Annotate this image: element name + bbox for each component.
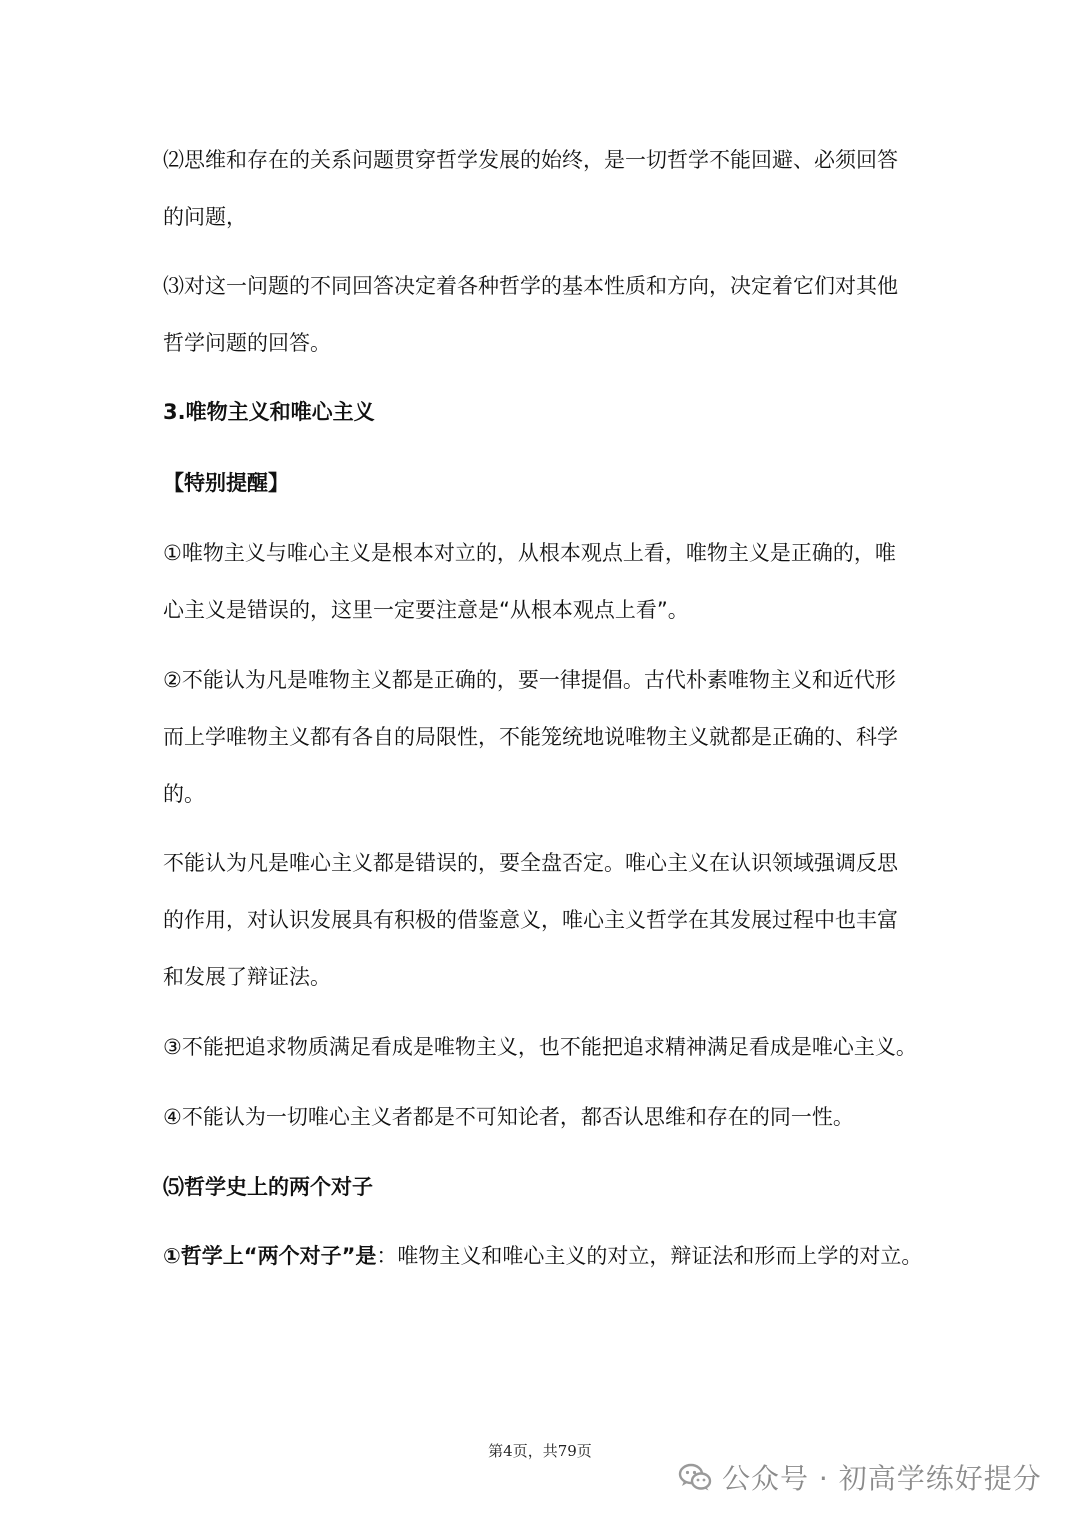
page-footer: 第4页，共79页: [488, 1442, 592, 1460]
paragraph-text: ：唯物主义和唯心主义的对立，辩证法和形而上学的对立。: [376, 1244, 923, 1268]
paragraph-line: 而上学唯物主义都有各自的局限性，不能笼统地说唯物主义就都是正确的、科学: [163, 725, 898, 749]
paragraph-line: 心主义是错误的，这里一定要注意是“从根本观点上看”。: [163, 598, 689, 622]
paragraph-line: 哲学问题的回答。: [163, 331, 331, 355]
section-heading: 3.唯物主义和唯心主义: [163, 400, 375, 424]
paragraph-line: ⑶对这一问题的不同回答决定着各种哲学的基本性质和方向，决定着它们对其他: [163, 274, 898, 298]
reminder-heading: 【特别提醒】: [163, 471, 289, 495]
paragraph-line: ①唯物主义与唯心主义是根本对立的，从根本观点上看，唯物主义是正确的，唯: [163, 541, 896, 565]
paragraph-line: ②不能认为凡是唯物主义都是正确的，要一律提倡。古代朴素唯物主义和近代形: [163, 668, 896, 692]
watermark: [678, 1457, 1042, 1497]
paragraph-line: [163, 1228, 923, 1285]
bold-lead-text: ①哲学上“两个对子”是: [163, 1244, 377, 1268]
watermark-text: 公众号 · 初高学练好提分: [722, 1462, 1042, 1495]
paragraph-line: 和发展了辩证法。: [163, 965, 331, 989]
subsection-heading: ⑸哲学史上的两个对子: [163, 1175, 373, 1199]
paragraph-line: ④不能认为一切唯心主义者都是不可知论者，都否认思维和存在的同一性。: [163, 1105, 854, 1129]
paragraph-line: 的作用，对认识发展具有积极的借鉴意义，唯心主义哲学在其发展过程中也丰富: [163, 908, 898, 932]
paragraph-line: 的问题，: [163, 205, 247, 229]
paragraph-line: 不能认为凡是唯心主义都是错误的，要全盘否定。唯心主义在认识领域强调反思: [163, 851, 898, 875]
wechat-icon: [678, 1462, 712, 1492]
paragraph-line: ③不能把追求物质满足看成是唯物主义，也不能把追求精神满足看成是唯心主义。: [163, 1035, 917, 1059]
paragraph-line: 的。: [163, 782, 205, 806]
paragraph-line: ⑵思维和存在的关系问题贯穿哲学发展的始终，是一切哲学不能回避、必须回答: [163, 148, 898, 172]
